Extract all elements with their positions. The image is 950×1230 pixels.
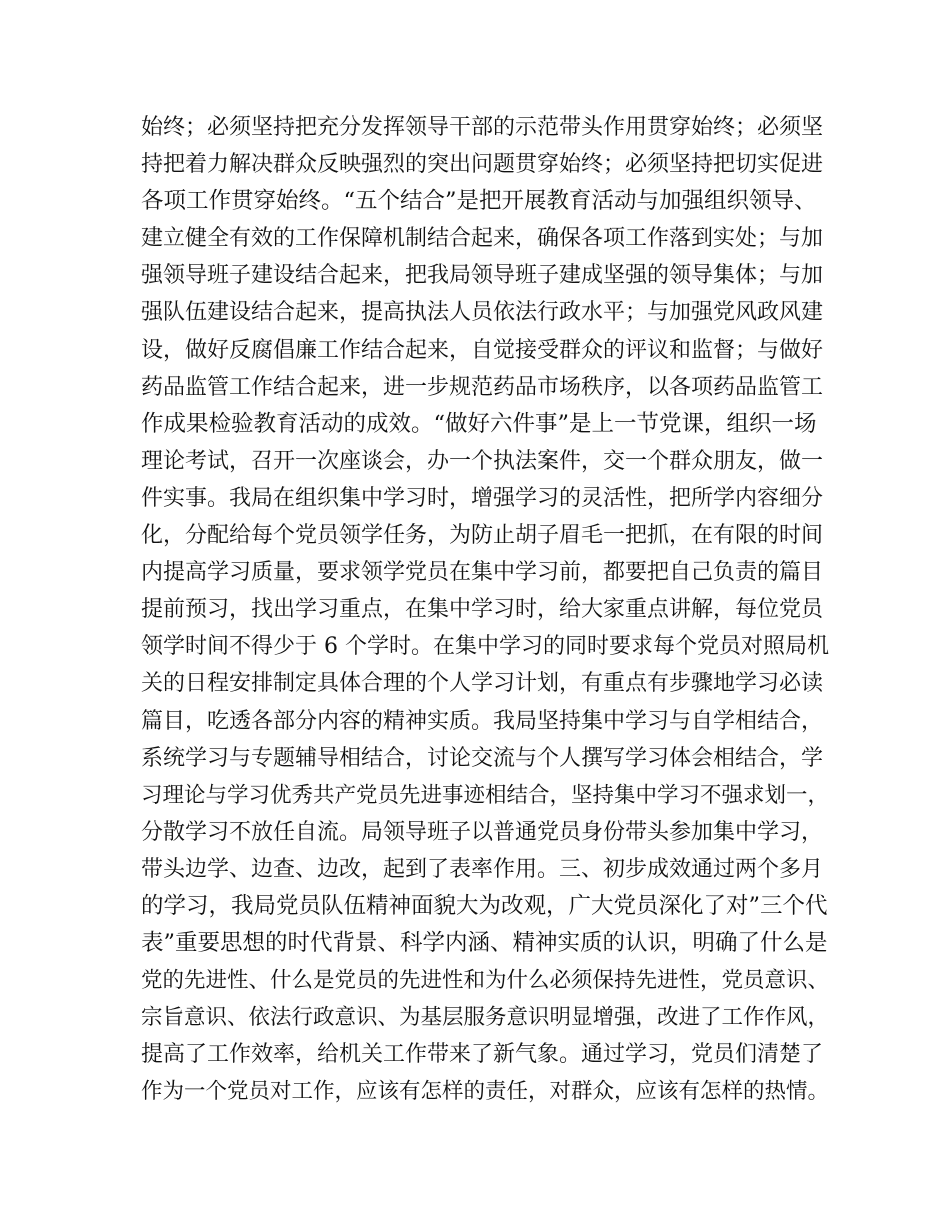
text-line: 始终；必须坚持把充分发挥领导干部的示范带头作用贯穿始终；必须坚 xyxy=(141,115,824,140)
text-line: 件实事。我局在组织集中学习时，增强学习的灵活性，把所学内容细分 xyxy=(141,485,824,511)
text-line: 提前预习，找出学习重点，在集中学习时，给大家重点讲解，每位党员 xyxy=(141,597,824,623)
text-line: 的学习，我局党员队伍精神面貌大为改观，广大党员深化了对”三个代 xyxy=(141,892,828,919)
text-line: 化，分配给每个党员领学任务，为防止胡子眉毛一把抓，在有限的时间 xyxy=(141,523,824,549)
text-line: 建立健全有效的工作保障机制结合起来，确保各项工作落到实处；与加 xyxy=(141,226,824,252)
text-line: 习理论与学习优秀共产党员先进事迹相结合，坚持集中学习不强求划一， xyxy=(141,782,830,808)
text-line: 关的日程安排制定具体合理的个人学习计划，有重点有步骤地学习必读 xyxy=(141,671,824,697)
text-line: 作成果检验教育活动的成效。“做好六件事”是上一节党课，组织一场 xyxy=(141,410,817,437)
text-line: 分散学习不放任自流。局领导班子以普通党员身份带头参加集中学习， xyxy=(141,819,824,845)
text-line: 强队伍建设结合起来，提高执法人员依法行政水平；与加强党风政风建 xyxy=(141,300,824,326)
text-line: 设，做好反腐倡廉工作结合起来，自觉接受群众的评议和监督；与做好 xyxy=(141,337,824,363)
text-line: 药品监管工作结合起来，进一步规范药品市场秩序，以各项药品监管工 xyxy=(141,374,824,400)
text-line: 作为一个党员对工作，应该有怎样的责任，对群众，应该有怎样的热情。 xyxy=(141,1079,830,1105)
text-line: 系统学习与专题辅导相结合，讨论交流与个人撰写学习体会相结合，学 xyxy=(141,745,824,771)
text-line: 理论考试，召开一次座谈会，办一个执法案件，交一个群众朋友，做一 xyxy=(141,448,824,474)
text-line: 党的先进性、什么是党员的先进性和为什么必须保持先进性，党员意识、 xyxy=(141,968,830,994)
text-line: 带头边学、边查、边改，起到了表率作用。三、初步成效通过两个多月 xyxy=(141,856,824,882)
body-text xyxy=(141,109,831,1111)
text-line: 内提高学习质量，要求领学党员在集中学习前，都要把自己负责的篇目 xyxy=(141,560,824,586)
text-line: 宗旨意识、依法行政意识、为基层服务意识明显增强，改进了工作作风， xyxy=(141,1005,830,1031)
text-line: 领学时间不得少于 6 个学时。在集中学习的同时要求每个党员对照局机 xyxy=(141,634,829,660)
text-line: 各项工作贯穿始终。“五个结合”是把开展教育活动与加强组织领导、 xyxy=(141,188,817,215)
text-line: 提高了工作效率，给机关工作带来了新气象。通过学习，党员们清楚了 xyxy=(141,1042,824,1068)
text-line: 强领导班子建设结合起来，把我局领导班子建成坚强的领导集体；与加 xyxy=(141,263,824,289)
text-line: 篇目，吃透各部分内容的精神实质。我局坚持集中学习与自学相结合， xyxy=(141,708,824,734)
text-line: 持把着力解决群众反映强烈的突出问题贯穿始终；必须坚持把切实促进 xyxy=(141,152,824,178)
text-line: 表”重要思想的时代背景、科学内涵、精神实质的认识，明确了什么是 xyxy=(141,930,828,957)
